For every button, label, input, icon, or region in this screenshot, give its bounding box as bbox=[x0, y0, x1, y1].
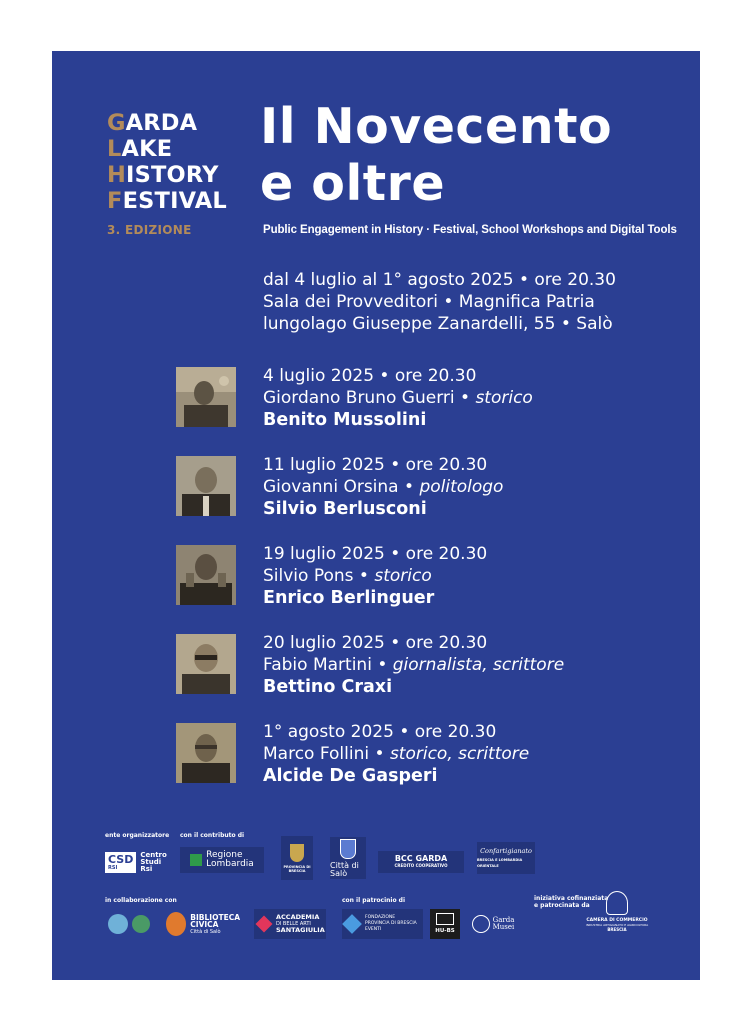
event-speaker-line: Giovanni Orsina • politologo bbox=[263, 477, 504, 497]
event-speaker-line: Giordano Bruno Guerri • storico bbox=[263, 388, 533, 408]
festival-line: HISTORY bbox=[107, 162, 219, 188]
venue-hall: Sala dei Provveditori • Magnifica Patria bbox=[263, 292, 595, 312]
accademia-santagiulia-logo: ACCADEMIA DI BELLE ARTI SANTAGIULIA bbox=[254, 909, 326, 939]
confartigianato-logo: Confartigianato BRESCIA E LOMBARDIA ORIENTALE bbox=[477, 842, 535, 874]
event-speaker-line: Silvio Pons • storico bbox=[263, 566, 432, 586]
event-speaker-line: Fabio Martini • giornalista, scrittore bbox=[263, 655, 565, 675]
cofinance-caption-2: e patrocinata da bbox=[534, 902, 590, 909]
festival-line: LAKE bbox=[107, 136, 173, 162]
event-text bbox=[263, 454, 503, 520]
event-subject: Enrico Berlinguer bbox=[263, 588, 435, 608]
speaker-name: Fabio Martini bbox=[263, 655, 372, 675]
venue-address: lungolago Giuseppe Zanardelli, 55 • Salò bbox=[263, 314, 613, 334]
festival-line: GARDA bbox=[107, 110, 198, 136]
event-subject: Benito Mussolini bbox=[263, 410, 427, 430]
event-subject: Silvio Berlusconi bbox=[263, 499, 427, 519]
garda-musei-logo: Garda Musei bbox=[468, 911, 518, 937]
event-date: 4 luglio 2025 • ore 20.30 bbox=[263, 366, 477, 386]
title-line-1: Il Novecento bbox=[260, 98, 613, 155]
speaker-role: storico bbox=[475, 388, 533, 408]
garda-musei-icon bbox=[472, 915, 490, 933]
festival-logo bbox=[107, 110, 267, 237]
organizer-caption: ente organizzatore bbox=[105, 832, 170, 839]
portrait-photo bbox=[176, 456, 236, 516]
event-speaker-line: Marco Follini • storico, scrittore bbox=[263, 744, 530, 764]
accademia-icon bbox=[256, 916, 273, 933]
provincia-crest-icon bbox=[290, 844, 304, 862]
festival-line: FESTIVAL bbox=[107, 188, 227, 214]
contribution-caption: con il contributo di bbox=[180, 832, 245, 839]
partner-round-icon bbox=[108, 914, 128, 934]
poster-title bbox=[260, 98, 612, 212]
salo-crest-icon bbox=[340, 839, 356, 859]
event-item bbox=[52, 454, 700, 534]
sponsor-credits bbox=[102, 829, 662, 969]
portrait-photo bbox=[176, 723, 236, 783]
title-line-2: e oltre bbox=[260, 155, 446, 212]
cofinance-caption-1: iniziativa cofinanziata bbox=[534, 895, 609, 902]
camera-commercio-logo: CAMERA DI COMMERCIO INDUSTRIA ARTIGIANATO E AGRICOLTURA BRESCIA bbox=[572, 881, 662, 941]
speaker-role: storico bbox=[374, 566, 432, 586]
provincia-brescia-logo: PROVINCIA DI BRESCIA bbox=[281, 836, 313, 880]
portrait-photo bbox=[176, 367, 236, 427]
event-text bbox=[263, 632, 564, 698]
biblioteca-icon bbox=[166, 912, 186, 936]
venue-info bbox=[263, 269, 616, 335]
event-date: 20 luglio 2025 • ore 20.30 bbox=[263, 633, 488, 653]
biblioteca-civica-logo: BIBLIOTECA CIVICA Città di Salò bbox=[166, 909, 240, 939]
speaker-role: storico, scrittore bbox=[389, 744, 530, 764]
bcc-garda-logo: BCC GARDA CREDITO COOPERATIVO bbox=[378, 851, 464, 873]
event-text bbox=[263, 365, 533, 431]
portrait-photo bbox=[176, 545, 236, 605]
event-item bbox=[52, 632, 700, 712]
poster bbox=[52, 51, 700, 980]
event-date: 11 luglio 2025 • ore 20.30 bbox=[263, 455, 488, 475]
event-subject: Bettino Craxi bbox=[263, 677, 393, 697]
event-date: 19 luglio 2025 • ore 20.30 bbox=[263, 544, 488, 564]
speaker-role: politologo bbox=[419, 477, 504, 497]
speaker-name: Giovanni Orsina bbox=[263, 477, 399, 497]
fondazione-provincia-logo: FONDAZIONE PROVINCIA DI BRESCIA EVENTI bbox=[342, 909, 423, 939]
event-item bbox=[52, 543, 700, 623]
speaker-role: giornalista, scrittore bbox=[392, 655, 565, 675]
event-text bbox=[263, 721, 529, 787]
event-subject: Alcide De Gasperi bbox=[263, 766, 438, 786]
patronage-caption: con il patrocinio di bbox=[342, 897, 406, 904]
event-item bbox=[52, 721, 700, 801]
speaker-name: Giordano Bruno Guerri bbox=[263, 388, 455, 408]
hu-bs-icon bbox=[436, 913, 454, 925]
hu-bs-logo: HU-BS bbox=[430, 909, 460, 939]
camera-crest-icon bbox=[606, 891, 628, 915]
subtitle: Public Engagement in History · Festival, School Workshops and Digital Tools bbox=[263, 224, 677, 236]
speaker-name: Marco Follini bbox=[263, 744, 370, 764]
csd-logo: CSD RSI Centro Studi Rsi bbox=[105, 847, 169, 877]
speaker-name: Silvio Pons bbox=[263, 566, 354, 586]
venue-dates: dal 4 luglio al 1° agosto 2025 • ore 20.30 bbox=[263, 270, 616, 290]
event-date: 1° agosto 2025 • ore 20.30 bbox=[263, 722, 497, 742]
regione-emblem-icon bbox=[190, 854, 202, 866]
collaboration-caption: in collaborazione con bbox=[105, 897, 177, 904]
event-text bbox=[263, 543, 487, 609]
regione-lombardia-logo: Regione Lombardia bbox=[180, 847, 264, 873]
csd-mark: CSD RSI bbox=[105, 852, 136, 873]
citta-salo-logo: Città di Salò bbox=[330, 837, 366, 879]
edition-label: 3. EDIZIONE bbox=[107, 223, 192, 237]
collaboration-partner-logo bbox=[105, 911, 153, 937]
event-item bbox=[52, 365, 700, 445]
partner-leaf-icon bbox=[132, 915, 150, 933]
fondazione-icon bbox=[342, 914, 362, 934]
portrait-photo bbox=[176, 634, 236, 694]
